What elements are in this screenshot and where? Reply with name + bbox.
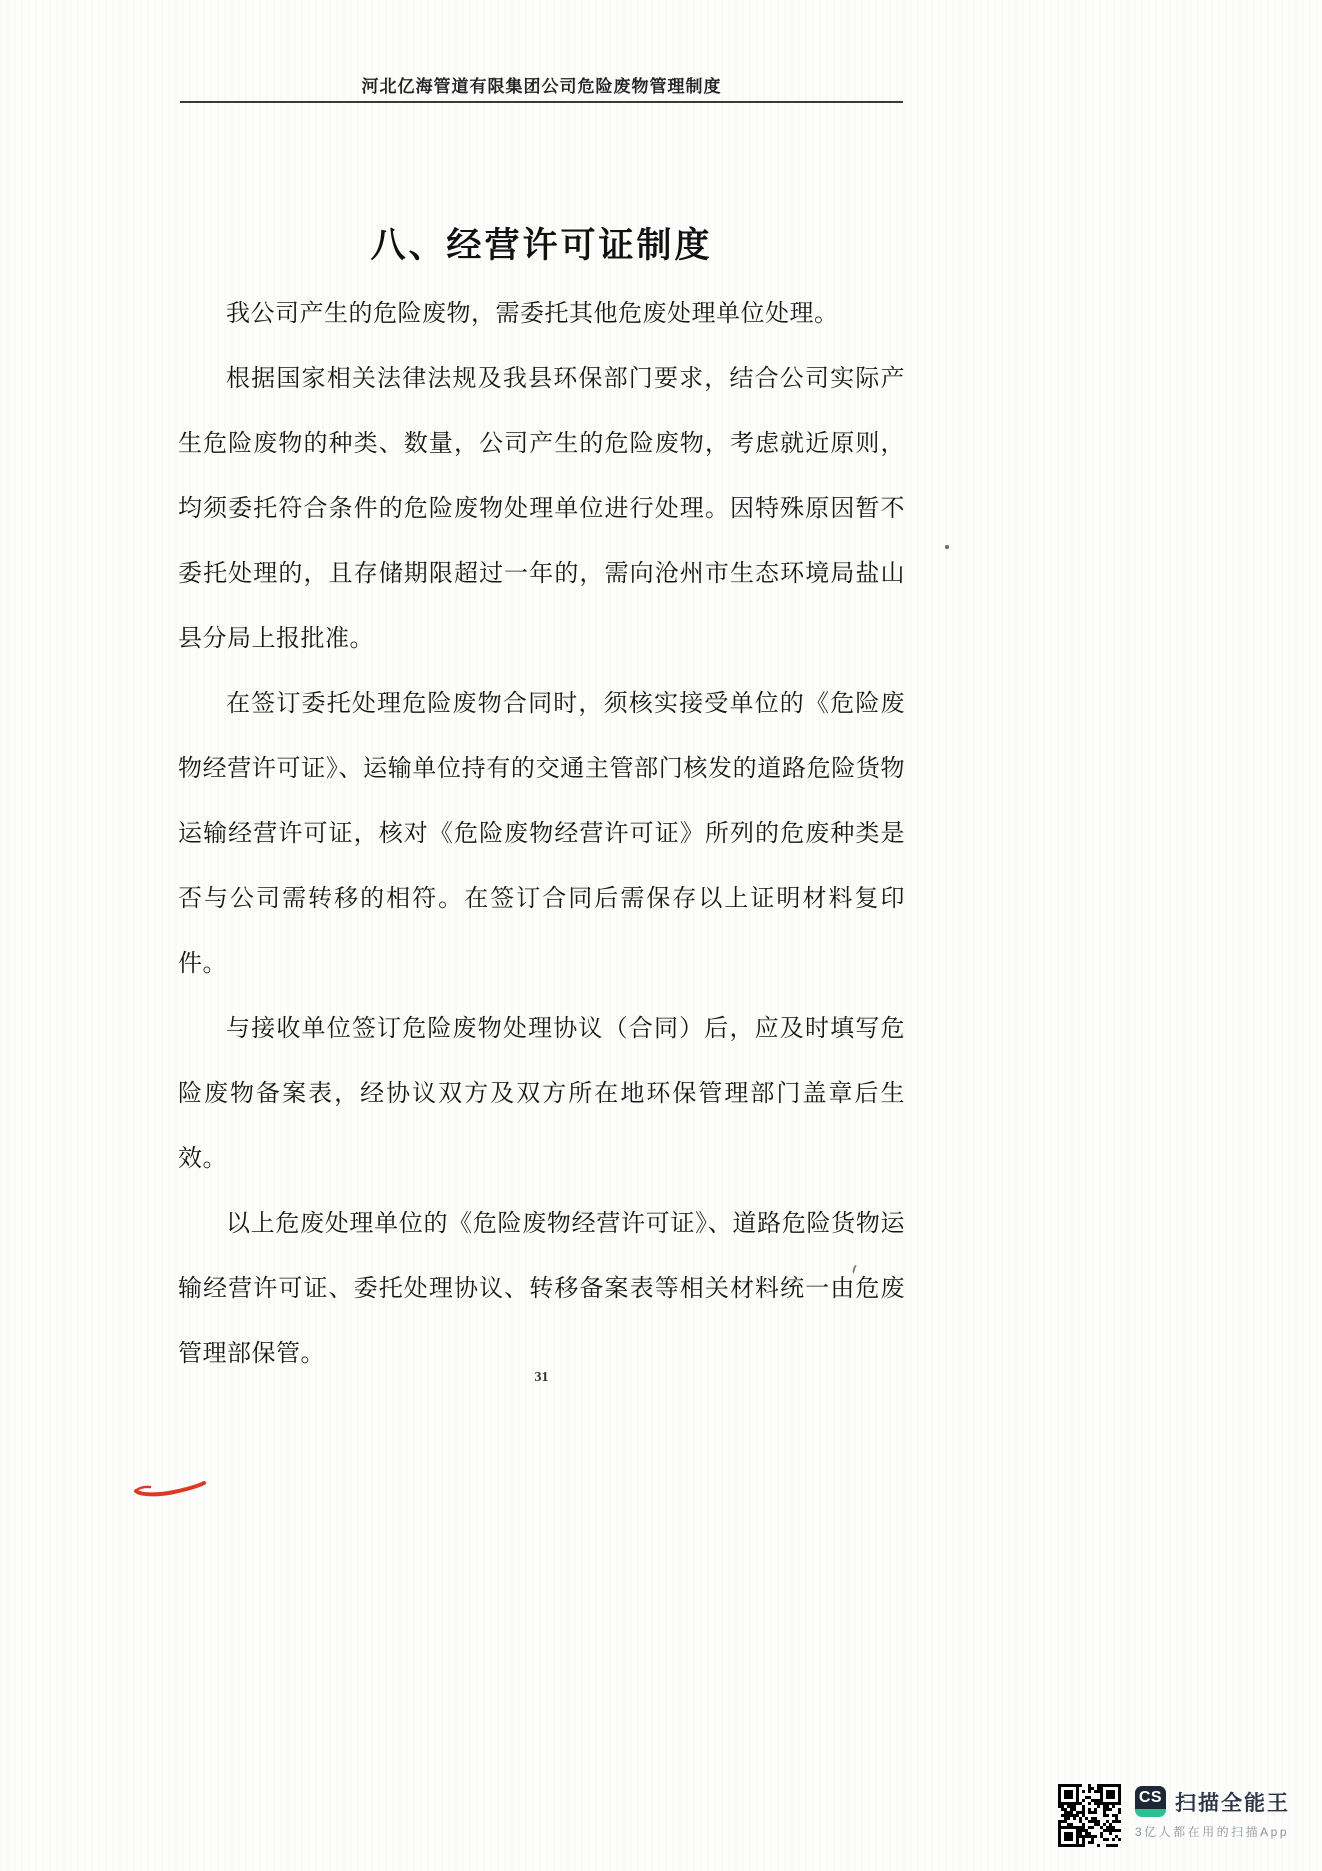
document-body <box>178 282 905 1387</box>
paragraph-1: 我公司产生的危险废物，需委托其他危废处理单位处理。 <box>226 301 839 327</box>
paragraph-4: 与接收单位签订危险废物处理协议（合同）后，应及时填写危险废物备案表，经协议双方及双方所在地环保管理部门盖章后生效。 <box>178 1016 905 1172</box>
app-name: 扫描全能王 <box>1175 1791 1290 1815</box>
paragraph-3: 在签订委托处理危险废物合同时，须核实接受单位的《危险废物经营许可证》、运输单位持有的交通主管部门核发的道路危险货物运输经营许可证，核对《危险废物经营许可证》所列的危废种类是否与公司需转移的相符。在签订合同后需保存以上证明材料复印件。 <box>178 691 905 977</box>
page-number: 31 <box>534 1370 549 1385</box>
watermark-text-block <box>1135 1783 1290 1840</box>
qr-code <box>1058 1783 1121 1848</box>
document-header: 河北亿海管道有限集团公司危险废物管理制度 <box>361 77 722 96</box>
paragraph-2: 根据国家相关法律法规及我县环保部门要求，结合公司实际产生危险废物的种类、数量，公司产生的危险废物，考虑就近原则，均须委托符合条件的危险废物处理单位进行处理。因特殊原因暂不委托处理的，且存储期限超过一年的，需向沧州市生态环境局盐山县分局上报批准。 <box>178 366 905 652</box>
camscanner-logo-icon: CS <box>1135 1786 1166 1817</box>
scan-speck <box>945 545 949 549</box>
paragraph-5: 以上危废处理单位的《危险废物经营许可证》、道路危险货物运输经营许可证、委托处理协议、转移备案表等相关材料统一由危废管理部保管。 <box>178 1211 905 1367</box>
app-tagline: 3亿人都在用的扫描App <box>1135 1825 1290 1839</box>
red-pen-mark <box>130 1478 210 1500</box>
header-rule <box>180 101 903 103</box>
section-title: 八、经营许可证制度 <box>370 226 713 265</box>
camscanner-watermark <box>1058 1783 1290 1848</box>
